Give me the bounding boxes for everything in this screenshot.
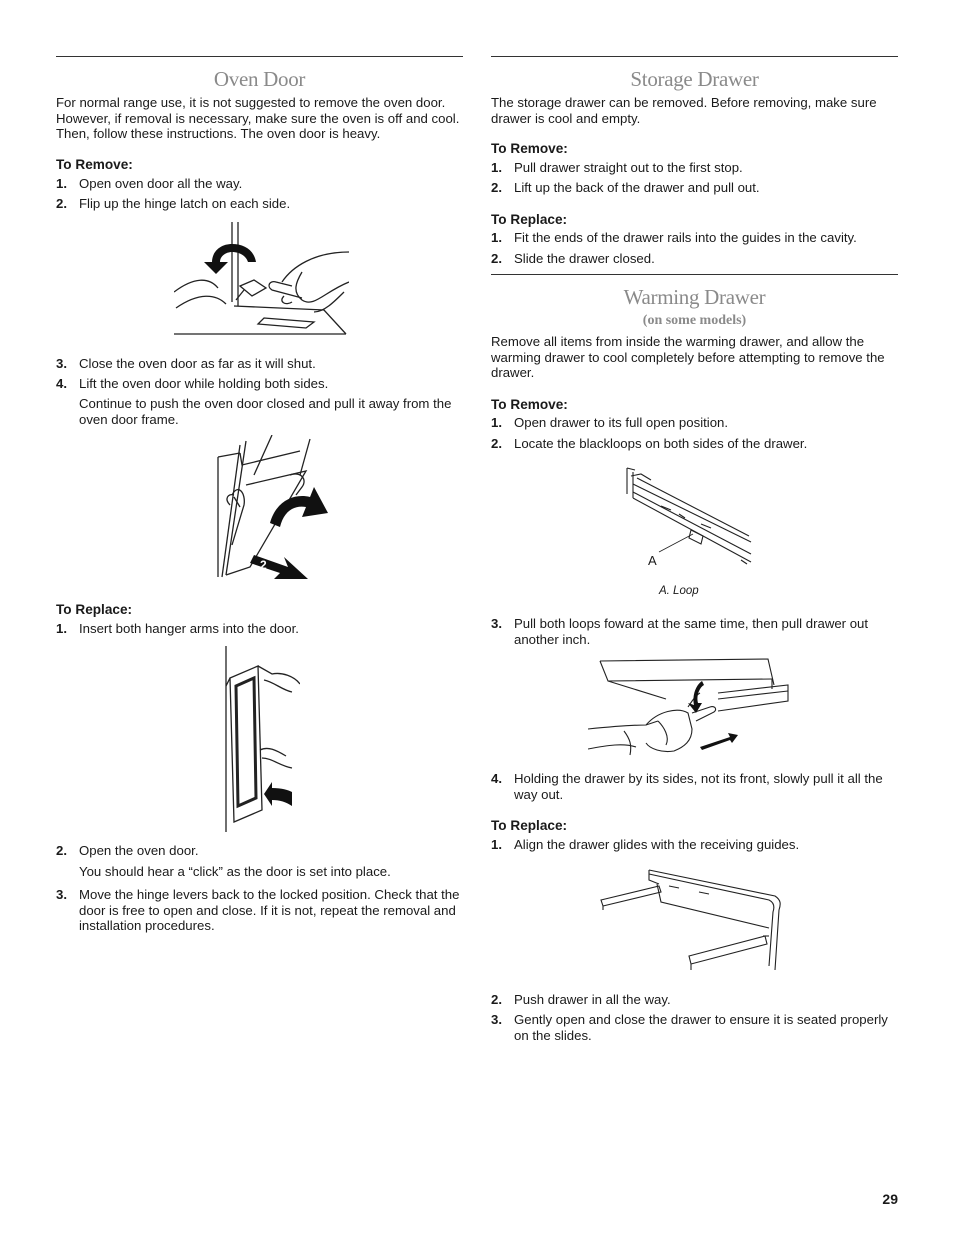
page-number: 29 bbox=[882, 1191, 898, 1207]
oven-door-remove-heading: To Remove: bbox=[56, 157, 133, 172]
list-item: 2. Locate the blackloops on both sides of the drawer. bbox=[491, 436, 808, 451]
figure-label: A bbox=[648, 553, 657, 568]
list-item: 3. Pull both loops foward at the same time, then pull drawer out another inch. bbox=[491, 616, 869, 647]
list-item: 2. Push drawer in all the way. bbox=[491, 992, 671, 1007]
warming-drawer-remove-heading: To Remove: bbox=[491, 397, 568, 412]
list-item: 3. Close the oven door as far as it will shut. bbox=[56, 356, 316, 371]
arrow-icon bbox=[688, 681, 704, 713]
list-item: 2. Open the oven door. bbox=[56, 843, 199, 858]
list-item: 1. Fit the ends of the drawer rails into the guides in the cavity. bbox=[491, 230, 857, 245]
hanger-arms-illustration bbox=[220, 646, 300, 832]
list-item: 3. Move the hinge levers back to the locked position. Check that the door is free to open and close. If it is not, repeat the removal and installation procedures. bbox=[56, 887, 460, 934]
list-item: 2. Lift up the back of the drawer and pull out. bbox=[491, 180, 760, 195]
lift-door-illustration bbox=[210, 435, 335, 580]
callout-line bbox=[659, 534, 693, 552]
section-divider bbox=[56, 56, 463, 57]
storage-drawer-title: Storage Drawer bbox=[630, 67, 759, 91]
storage-drawer-replace-heading: To Replace: bbox=[491, 212, 568, 227]
warming-drawer-replace-heading: To Replace: bbox=[491, 818, 568, 833]
oven-door-replace-heading: To Replace: bbox=[56, 602, 133, 617]
list-item: 2. Flip up the hinge latch on each side. bbox=[56, 196, 291, 211]
hinge-latch-illustration bbox=[174, 222, 349, 335]
arrow-icon bbox=[264, 782, 292, 806]
list-item: 1. Pull drawer straight out to the first stop. bbox=[491, 160, 743, 175]
arrow-icon bbox=[700, 733, 738, 750]
list-item: 1. Open oven door all the way. bbox=[56, 176, 243, 191]
list-item: 1. Insert both hanger arms into the door. bbox=[56, 621, 299, 636]
arrow-icon bbox=[250, 555, 308, 579]
drawer-loop-illustration bbox=[621, 464, 756, 572]
list-item: 4. Lift the oven door while holding both sides. bbox=[56, 376, 329, 391]
step-note: You should hear a “click” as the door is set into place. bbox=[79, 864, 391, 879]
rotate-arrow-icon bbox=[204, 244, 256, 274]
list-item: 1. Align the drawer glides with the receiving guides. bbox=[491, 837, 800, 852]
pull-loops-illustration bbox=[588, 655, 793, 763]
arrow-label: 1 bbox=[300, 532, 307, 546]
oven-door-intro: For normal range use, it is not suggested to remove the oven door. However, if removal is necessary, make sure the oven is off and cool. Then, follow these instructions. The oven door is heavy. bbox=[56, 95, 460, 142]
list-item: 2. Slide the drawer closed. bbox=[491, 251, 655, 266]
section-divider bbox=[491, 56, 898, 57]
warming-drawer-title: Warming Drawer bbox=[623, 285, 766, 309]
list-item: 4. Holding the drawer by its sides, not its front, slowly pull it all the way out. bbox=[491, 771, 883, 802]
list-item: 1. Open drawer to its full open position. bbox=[491, 415, 729, 430]
figure-caption: A. Loop bbox=[659, 585, 699, 597]
storage-drawer-remove-heading: To Remove: bbox=[491, 141, 568, 156]
section-divider bbox=[491, 274, 898, 275]
storage-drawer-intro: The storage drawer can be removed. Before removing, make sure drawer is cool and empty. bbox=[491, 95, 877, 126]
warming-drawer-intro: Remove all items from inside the warming drawer, and allow the warming drawer to cool completely before attempting to remove the drawer. bbox=[491, 334, 885, 381]
step-note: Continue to push the oven door closed and pull it away from the oven door frame. bbox=[79, 396, 452, 427]
arrow-label: 2 bbox=[260, 558, 267, 572]
list-item: 3. Gently open and close the drawer to ensure it is seated properly on the slides. bbox=[491, 1012, 888, 1043]
oven-door-title: Oven Door bbox=[213, 67, 306, 91]
arrow-icon bbox=[270, 487, 328, 527]
drawer-glides-illustration bbox=[599, 866, 784, 976]
warming-drawer-subtitle: (on some models) bbox=[642, 313, 747, 328]
